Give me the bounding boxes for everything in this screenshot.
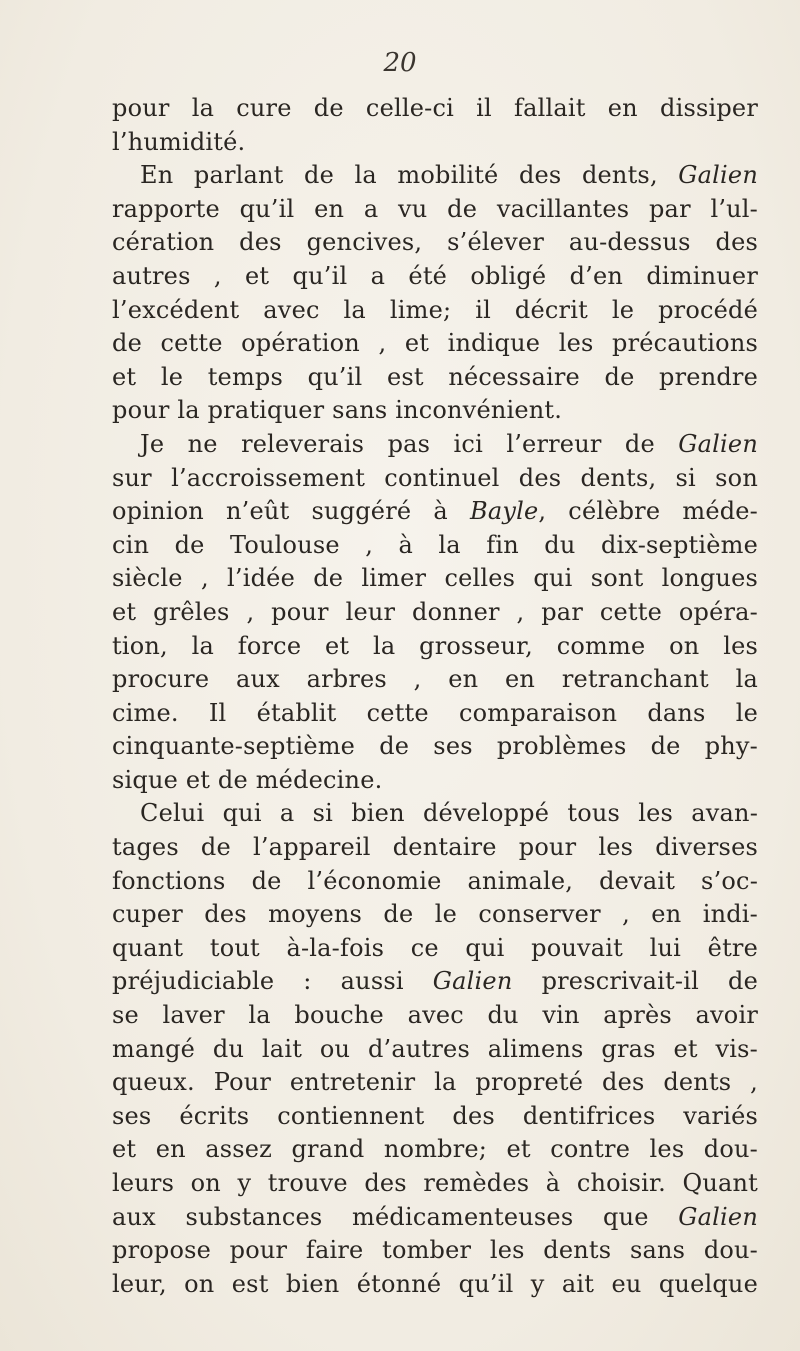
text-line: [112, 831, 758, 865]
italic-name: Galien: [678, 1202, 758, 1231]
text-line: [112, 495, 758, 529]
text-segment: Celui qui a si bien développé tous les avan-: [140, 799, 758, 828]
text-segment: , célèbre méde-: [538, 497, 758, 526]
text-line: [112, 1033, 758, 1067]
text-segment: sique et de médecine.: [112, 765, 383, 794]
italic-name: Bayle: [469, 497, 539, 526]
text-line: [112, 630, 758, 664]
text-segment: cime. Il établit cette comparaison dans le: [112, 698, 758, 727]
italic-name: Galien: [678, 161, 758, 190]
text-line: [112, 1133, 758, 1167]
body-text: [112, 92, 758, 1301]
text-segment: fonctions de l’économie animale, devait s’oc-: [112, 866, 758, 895]
text-segment: pour la cure de celle-ci il fallait en dissiper: [112, 94, 758, 122]
text-segment: cin de Toulouse , à la fin du dix-septième: [112, 530, 758, 559]
text-segment: cuper des moyens de le conserver , en indi-: [112, 900, 758, 929]
text-line: [112, 1167, 758, 1201]
text-line: [112, 1234, 758, 1268]
text-line: [112, 1066, 758, 1100]
text-line: [112, 965, 758, 999]
text-line: [112, 361, 758, 395]
text-segment: leur, on est bien étonné qu’il y ait eu quelque: [112, 1269, 758, 1298]
text-line: [112, 999, 758, 1033]
text-line: [112, 1268, 758, 1302]
text-line: [112, 596, 758, 630]
text-line: [112, 294, 758, 328]
text-line: [112, 1201, 758, 1235]
text-line: [112, 226, 758, 260]
text-segment: l’humidité.: [112, 127, 246, 156]
text-segment: tion, la force et la grosseur, comme on les: [112, 631, 758, 660]
text-segment: de cette opération , et indique les précautions: [112, 329, 758, 358]
text-line: [112, 193, 758, 227]
text-segment: l’excédent avec la lime; il décrit le procédé: [112, 295, 758, 324]
text-line: [112, 697, 758, 731]
text-line: [112, 92, 758, 126]
text-line: [112, 126, 758, 160]
italic-name: Galien: [432, 967, 513, 996]
text-segment: ses écrits contiennent des dentifrices variés: [112, 1101, 758, 1130]
text-line: [112, 663, 758, 697]
text-segment: aux substances médicamenteuses que: [112, 1202, 679, 1231]
text-segment: rapporte qu’il en a vu de vacillantes par l’ul-: [112, 194, 758, 223]
text-line: [112, 932, 758, 966]
text-line: [112, 764, 758, 798]
text-segment: tages de l’appareil dentaire pour les diverses: [112, 833, 758, 862]
text-segment: préjudiciable : aussi: [112, 967, 433, 996]
text-segment: Je ne releverais pas ici l’erreur de: [140, 429, 679, 458]
text-segment: En parlant de la mobilité des dents,: [140, 161, 679, 190]
text-segment: et en assez grand nombre; et contre les dou-: [112, 1135, 758, 1164]
text-line: [112, 159, 758, 193]
text-line: [112, 394, 758, 428]
text-segment: quant tout à-la-fois ce qui pouvait lui être: [112, 933, 758, 962]
text-segment: sur l’accroissement continuel des dents, si son: [112, 463, 758, 492]
text-segment: leurs on y trouve des remèdes à choisir. Quant: [112, 1169, 758, 1197]
text-segment: cinquante-septième de ses problèmes de phy-: [112, 732, 758, 761]
text-line: [112, 1100, 758, 1134]
text-segment: propose pour faire tomber les dents sans dou-: [112, 1236, 758, 1265]
page-number: 20: [383, 48, 417, 78]
text-line: [112, 428, 758, 462]
text-segment: se laver la bouche avec du vin après avoir: [112, 1001, 758, 1030]
text-segment: procure aux arbres , en en retranchant la: [112, 665, 758, 694]
text-segment: et grêles , pour leur donner , par cette opéra-: [112, 597, 758, 626]
text-segment: cération des gencives, s’élever au-dessus des: [112, 228, 758, 257]
text-segment: et le temps qu’il est nécessaire de prendre: [112, 362, 758, 391]
text-segment: autres , et qu’il a été obligé d’en diminuer: [112, 261, 758, 290]
text-segment: pour la pratiquer sans inconvénient.: [112, 396, 563, 425]
text-line: [112, 797, 758, 831]
text-line: [112, 865, 758, 899]
text-segment: opinion n’eût suggéré à: [112, 497, 470, 526]
text-line: [112, 562, 758, 596]
text-segment: prescrivait-il de: [512, 967, 758, 996]
text-line: [112, 462, 758, 496]
text-line: [112, 898, 758, 932]
text-segment: mangé du lait ou d’autres alimens gras et vis-: [112, 1034, 758, 1063]
text-segment: siècle , l’idée de limer celles qui sont longues: [112, 564, 758, 593]
text-line: [112, 327, 758, 361]
text-segment: queux. Pour entretenir la propreté des dents ,: [112, 1068, 758, 1097]
text-line: [112, 529, 758, 563]
text-line: [112, 260, 758, 294]
italic-name: Galien: [678, 429, 758, 458]
text-line: [112, 730, 758, 764]
